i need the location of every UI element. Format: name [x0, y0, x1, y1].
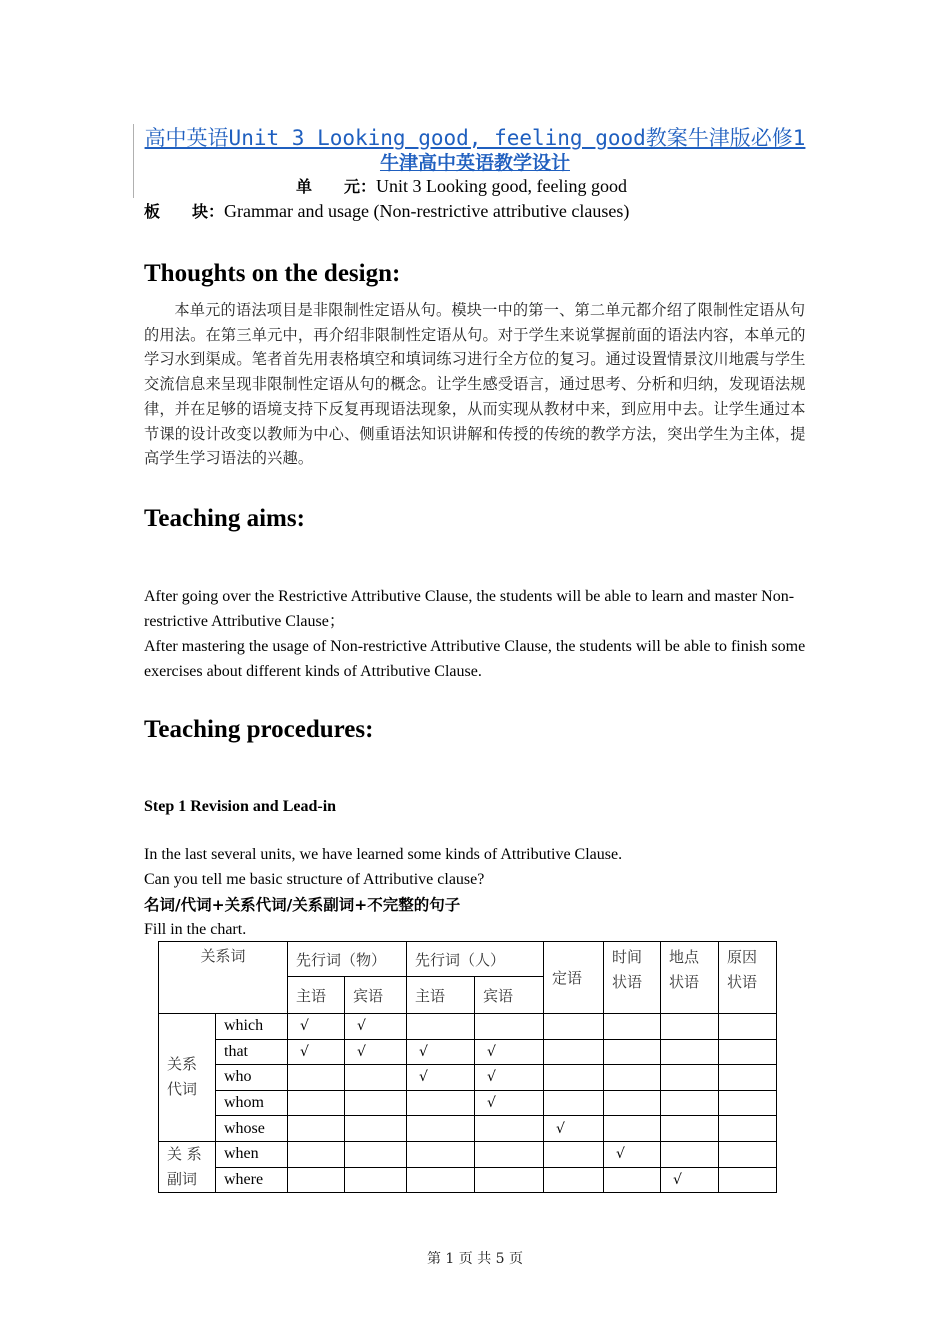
check-cell [719, 1065, 777, 1091]
table-row [159, 1039, 777, 1065]
check-cell [544, 1014, 604, 1040]
check-cell [407, 1014, 475, 1040]
check-cell [288, 1090, 345, 1116]
table-row [159, 1090, 777, 1116]
table-row [159, 1065, 777, 1091]
check-cell: √ [345, 1014, 407, 1040]
check-cell [604, 1116, 661, 1142]
check-cell [475, 1167, 544, 1193]
header-antecedent-thing: 先行词（物） [288, 942, 407, 977]
check-cell [544, 1090, 604, 1116]
header-time-adverbial: 时间状语 [604, 942, 661, 1014]
check-cell [661, 1090, 719, 1116]
relative-word-who: who [216, 1065, 288, 1091]
header-subject: 主语 [407, 977, 475, 1014]
check-cell [475, 1116, 544, 1142]
check-cell [345, 1141, 407, 1167]
document-subtitle-link[interactable]: 牛津高中英语教学设计 [379, 152, 570, 174]
check-cell [719, 1014, 777, 1040]
relative-word-that: that [216, 1039, 288, 1065]
margin-line [133, 124, 134, 198]
relative-word-whose: whose [216, 1116, 288, 1142]
check-cell [661, 1116, 719, 1142]
header-object: 宾语 [345, 977, 407, 1014]
check-cell [719, 1116, 777, 1142]
check-cell [544, 1141, 604, 1167]
step1-line-1: In the last several units, we have learned some kinds of Attributive Clause. [144, 846, 623, 863]
check-cell [719, 1039, 777, 1065]
check-cell: √ [345, 1039, 407, 1065]
procedures-heading: Teaching procedures: [144, 716, 374, 743]
check-cell [604, 1090, 661, 1116]
step1-title: Step 1 Revision and Lead-in [144, 798, 337, 815]
header-reason-adverbial: 原因状语 [719, 942, 777, 1014]
aims-item-1: After going over the Restrictive Attributive Clause, the students will be able to learn and master Non-restrictive Attributive Clause； [144, 588, 795, 630]
group-relative-pronoun: 关系 代词 [159, 1014, 216, 1142]
check-cell [345, 1065, 407, 1091]
check-cell [719, 1090, 777, 1116]
check-cell [604, 1014, 661, 1040]
check-cell [288, 1065, 345, 1091]
relative-words-table [158, 941, 777, 1193]
check-cell [604, 1065, 661, 1091]
relative-word-which: which [216, 1014, 288, 1040]
page-footer: 第 1 页 共 5 页 [426, 1251, 524, 1267]
check-cell: √ [475, 1039, 544, 1065]
check-cell [288, 1167, 345, 1193]
check-cell [719, 1141, 777, 1167]
check-cell [288, 1116, 345, 1142]
design-heading: Thoughts on the design: [144, 260, 401, 287]
unit-label: 单 元： [296, 177, 377, 196]
check-cell: √ [288, 1039, 345, 1065]
check-cell [661, 1039, 719, 1065]
check-cell: √ [661, 1167, 719, 1193]
check-cell: √ [544, 1116, 604, 1142]
check-cell [345, 1090, 407, 1116]
check-cell [661, 1065, 719, 1091]
check-cell [407, 1167, 475, 1193]
table-row [159, 1167, 777, 1193]
check-cell [407, 1090, 475, 1116]
check-cell [544, 1065, 604, 1091]
header-object: 宾语 [475, 977, 544, 1014]
check-cell: √ [604, 1141, 661, 1167]
check-cell [345, 1116, 407, 1142]
group-relative-adverb: 关 系 副词 [159, 1141, 216, 1192]
design-paragraph: 本单元的语法项目是非限制性定语从句。模块一中的第一、第二单元都介绍了限制性定语从句的用法。在第三单元中，再介绍非限制性定语从句。对于学生来说掌握前面的语法内容，本单元的学习水到渠成。笔者首先用表格填空和填词练习进行全方位的复习。通过设置情景汶川地震与学生交流信息来呈现非限制性定语从句的概念。让学生感受语言，通过思考、分析和归纳，发现语法规律，并在足够的语境支持下反复再现语法现象，从而实现从教材中来，到应用中去。让学生通过本节课的设计改变以教师为中心、侧重语法知识讲解和传授的传统的教学方法，突出学生为主体，提高学生学习语法的兴趣。 [144, 301, 806, 468]
step1-structure: 名词/代词+关系代词/关系副词+不完整的句子 [144, 896, 461, 914]
header-antecedent-person: 先行词（人） [407, 942, 544, 977]
check-cell [345, 1167, 407, 1193]
check-cell [544, 1039, 604, 1065]
check-cell [661, 1141, 719, 1167]
check-cell: √ [407, 1039, 475, 1065]
module-value: Grammar and usage (Non-restrictive attributive clauses) [224, 201, 630, 221]
check-cell [719, 1167, 777, 1193]
check-cell [661, 1014, 719, 1040]
relative-word-whom: whom [216, 1090, 288, 1116]
header-place-adverbial: 地点状语 [661, 942, 719, 1014]
table-corner-header: 关系词 [159, 942, 288, 1014]
table-row [159, 1014, 777, 1040]
step1-fill: Fill in the chart. [144, 921, 247, 938]
module-line [144, 199, 629, 224]
unit-line [296, 174, 627, 199]
aims-item-2: After mastering the usage of Non-restrictive Attributive Clause, the students will be able to finish some exercises about different kinds of Attributive Clause. [144, 638, 806, 680]
header-subject: 主语 [288, 977, 345, 1014]
check-cell: √ [475, 1065, 544, 1091]
check-cell [544, 1167, 604, 1193]
check-cell: √ [475, 1090, 544, 1116]
check-cell: √ [407, 1065, 475, 1091]
relative-word-where: where [216, 1167, 288, 1193]
table-row [159, 1116, 777, 1142]
aims-heading: Teaching aims: [144, 505, 305, 532]
unit-value: Unit 3 Looking good, feeling good [376, 176, 627, 196]
document-title-link[interactable]: 高中英语Unit 3 Looking good, feeling good教案牛津版必修1 [144, 126, 806, 150]
table-row [159, 1141, 777, 1167]
check-cell [288, 1141, 345, 1167]
relative-word-when: when [216, 1141, 288, 1167]
check-cell [604, 1039, 661, 1065]
step1-line-2: Can you tell me basic structure of Attributive clause? [144, 871, 485, 888]
check-cell [407, 1141, 475, 1167]
check-cell: √ [288, 1014, 345, 1040]
check-cell [604, 1167, 661, 1193]
check-cell [475, 1141, 544, 1167]
check-cell [407, 1116, 475, 1142]
check-cell [475, 1014, 544, 1040]
module-label: 板 块： [144, 202, 225, 221]
header-attributive: 定语 [544, 942, 604, 1014]
